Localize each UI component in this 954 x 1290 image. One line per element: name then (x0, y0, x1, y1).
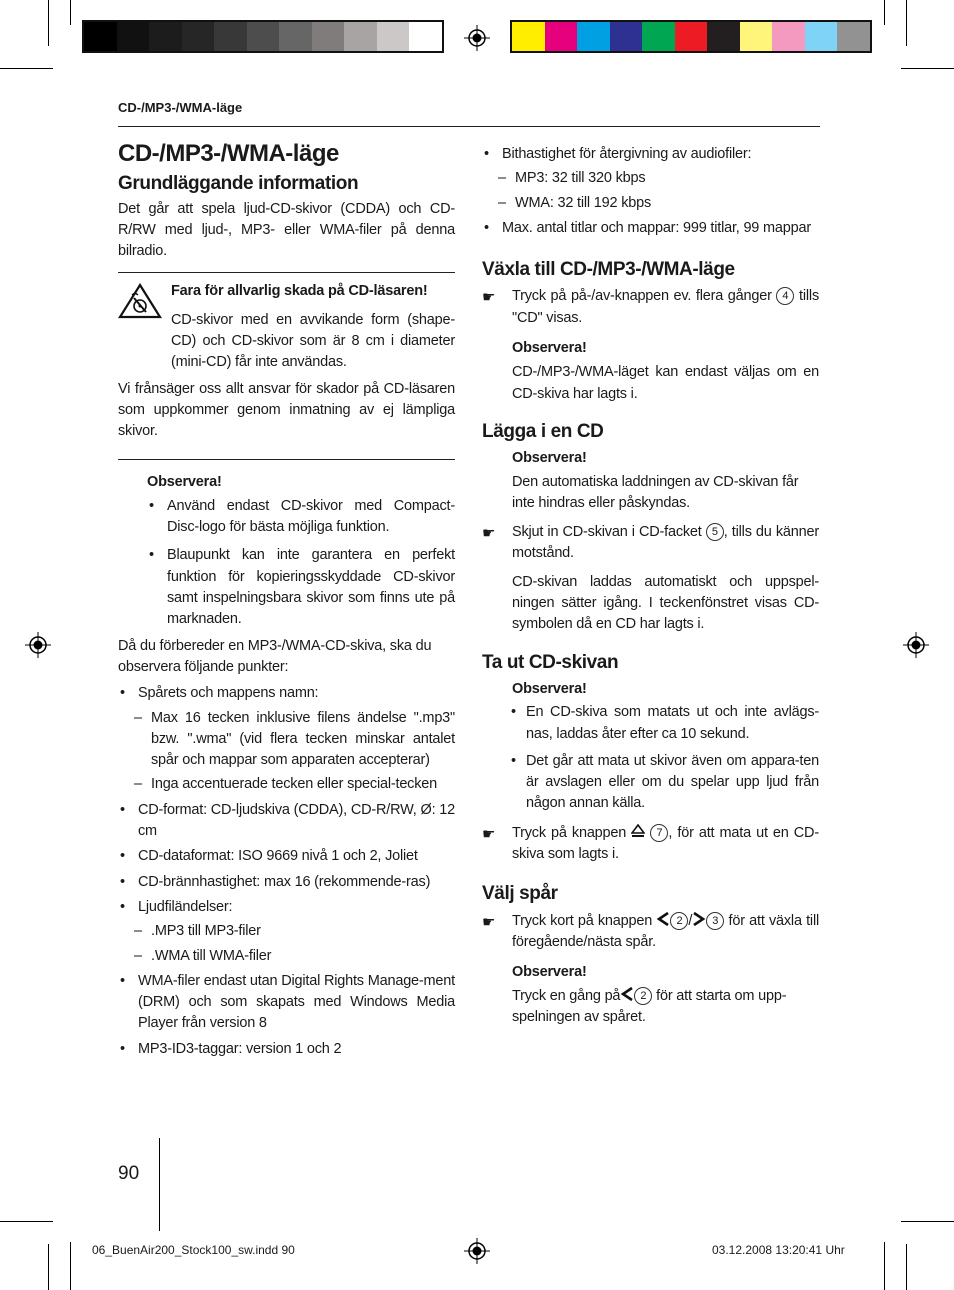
color-swatch (740, 22, 773, 51)
list-item: – Inga accentuerade tecken eller special-tecken (118, 774, 455, 795)
warning-icon (118, 283, 162, 319)
list-item: • WMA-filer endast utan Digital Rights Manage-ment (DRM) och som skapats med Windows Media Player från version 8 (118, 971, 455, 1035)
load-paragraph: CD-skivan laddas automatiskt och uppspel-ningen sätter igång. I teckenfönstret visas CD-symbolen då en CD har lagts i. (512, 573, 819, 633)
list-item: • Ljudfiländelser: – .MP3 till MP3-filer – .WMA till WMA-filer (118, 897, 455, 967)
color-swatch (642, 22, 675, 51)
registration-mark-icon (25, 632, 51, 658)
list-item: • CD-dataformat: ISO 9669 nivå 1 och 2, Joliet (118, 846, 455, 867)
crop-mark (901, 1221, 954, 1222)
key-number-badge: 5 (706, 523, 724, 541)
list-item: • Max. antal titlar och mappar: 999 titlar, 99 mappar (482, 218, 819, 239)
list-item: • Använd endast CD-skivor med Compact-Disc-logo för bästa möjliga funktion. (147, 496, 455, 539)
chevron-left-icon (620, 986, 634, 1002)
key-number-badge: 7 (650, 824, 668, 842)
observe-text: CD-/MP3-/WMA-läget kan endast väljas om en CD-skiva har lagts i. (512, 364, 819, 402)
gray-calibration-bar (82, 20, 444, 53)
crop-mark (884, 1242, 885, 1290)
list-item: • MP3-ID3-taggar: version 1 och 2 (118, 1039, 455, 1060)
color-swatch (837, 22, 870, 51)
color-swatch (610, 22, 643, 51)
color-swatch (312, 22, 345, 51)
color-swatch (279, 22, 312, 51)
heading-grundlaggande: Grundläggande information (118, 173, 359, 195)
key-number-badge: 3 (706, 912, 724, 930)
crop-mark (48, 0, 49, 46)
warning-box (118, 272, 455, 373)
crop-mark (906, 0, 907, 46)
observe-title: Observera! (512, 340, 587, 357)
color-swatch (182, 22, 215, 51)
observe-title: Observera! (512, 964, 587, 981)
heading-lagga: Lägga i en CD (482, 420, 604, 442)
pointing-hand-icon: ☛ (482, 525, 496, 543)
color-swatch (149, 22, 182, 51)
observe-box (118, 459, 455, 631)
color-swatch (577, 22, 610, 51)
crop-mark (70, 0, 71, 25)
color-swatch (344, 22, 377, 51)
registration-mark-icon (903, 632, 929, 658)
color-swatch (117, 22, 150, 51)
observe-text: Den automatiska laddningen av CD-skivan får inte hindras eller påskyndas. (512, 473, 799, 511)
heading-vaxla: Växla till CD-/MP3-/WMA-läge (482, 259, 735, 281)
color-swatch (247, 22, 280, 51)
color-calibration-bar (510, 20, 872, 53)
list-item: – .WMA till WMA-filer (118, 946, 455, 967)
pointing-hand-icon: ☛ (482, 289, 496, 307)
right-column (482, 144, 819, 1028)
crop-mark (901, 68, 954, 69)
list-item: • En CD-skiva som matats ut och inte avlägs-nas, laddas åter efter ca 10 sekund. (509, 702, 819, 745)
registration-mark-icon (464, 1238, 490, 1264)
instruction-step: ☛ Tryck på knappen 7 , för att mata ut en CD-skiva som lagts i. (482, 824, 819, 863)
folio-rule (159, 1138, 160, 1231)
list-item: • Blaupunkt kan inte garantera en perfekt funktion för kopieringsskyddade CD-skivor samt inspelningsbara skivor som finns ute på marknaden. (147, 545, 455, 630)
page-title: CD-/MP3-/WMA-läge (118, 140, 339, 167)
list-item: • CD-brännhastighet: max 16 (rekommende-ras) (118, 872, 455, 893)
registration-mark-icon (464, 25, 490, 51)
color-swatch (377, 22, 410, 51)
color-swatch (214, 22, 247, 51)
observe-text: Tryck en gång på 2 för att starta om upp-spelningen av spåret. (512, 987, 787, 1025)
list-item: • Det går att mata ut skivor även om appara-ten är avslagen eller om du spelar upp ljud från någon annan källa. (509, 751, 819, 815)
observe-title: Observera! (147, 473, 222, 490)
key-number-badge: 4 (776, 287, 794, 305)
chevron-left-icon (656, 911, 670, 927)
slug-file-info: 06_BuenAir200_Stock100_sw.indd 90 (92, 1243, 295, 1257)
warning-text: CD-skivor med en avvikande form (shape-CD) och CD-skivor som är 8 cm i diameter (mini-CD) får inte användas. (171, 311, 455, 371)
chevron-right-icon (692, 911, 706, 927)
pointing-hand-icon: ☛ (482, 825, 496, 843)
list-item: • CD-format: CD-ljudskiva (CDDA), CD-R/RW, Ø: 12 cm (118, 800, 455, 843)
header-rule (118, 126, 820, 127)
pointing-hand-icon: ☛ (482, 913, 496, 931)
instruction-step: ☛ Tryck kort på knappen 2 / 3 för att växla till föregående/nästa spår. (482, 912, 819, 950)
heading-valj: Välj spår (482, 883, 558, 905)
warning-title: Fara för allvarlig skada på CD-läsaren! (171, 283, 428, 300)
disclaimer-paragraph: Vi frånsäger oss allt ansvar för skador på CD-läsaren som uppkommer genom inmatning av ej lämpliga skivor. (118, 380, 455, 440)
crop-mark (884, 0, 885, 25)
list-item: – .MP3 till MP3-filer (118, 921, 455, 942)
color-swatch (675, 22, 708, 51)
intro-paragraph: Det går att spela ljud-CD-skivor (CDDA) och CD-R/RW med ljud-, MP3- eller WMA-filer på denna bilradio. (118, 200, 455, 260)
crop-mark (0, 68, 53, 69)
heading-taut: Ta ut CD-skivan (482, 651, 619, 673)
observe-title: Observera! (512, 680, 587, 697)
color-swatch (805, 22, 838, 51)
left-column (118, 140, 455, 1064)
crop-mark (0, 1221, 53, 1222)
color-swatch (409, 22, 442, 51)
list-item: – WMA: 32 till 192 kbps (482, 193, 819, 214)
color-swatch (545, 22, 578, 51)
list-item: – Max 16 tecken inklusive filens ändelse ".mp3" bzw. ".wma" (vid flera tecken minskar antalet spår och mappar som apparaten accepterar) (118, 708, 455, 772)
color-swatch (772, 22, 805, 51)
eject-icon (631, 824, 645, 838)
running-head: CD-/MP3-/WMA-läge (118, 100, 243, 115)
crop-mark (906, 1244, 907, 1290)
list-item: – MP3: 32 till 320 kbps (482, 168, 819, 189)
instruction-step: ☛ Tryck på på-/av-knappen ev. flera gånger 4 tills "CD" visas. (482, 288, 819, 326)
prep-paragraph: Då du förbereder en MP3-/WMA-CD-skiva, ska du observera följande punkter: (118, 637, 432, 675)
color-swatch (84, 22, 117, 51)
list-item: • Bithastighet för återgivning av audiofiler: – MP3: 32 till 320 kbps – WMA: 32 till 192 kbps (482, 144, 819, 214)
list-item: • Spårets och mappens namn: – Max 16 tecken inklusive filens ändelse ".mp3" bzw. ".wma" (vid flera tecken minskar antalet spår och mappar som apparaten accepterar) – Inga accentuerade tecken eller special-tecken (118, 683, 455, 795)
color-swatch (512, 22, 545, 51)
instruction-step: ☛ Skjut in CD-skivan i CD-facket 5 , tills du känner motstånd. (482, 524, 819, 562)
key-number-badge: 2 (670, 912, 688, 930)
slug-timestamp: 03.12.2008 13:20:41 Uhr (712, 1243, 845, 1257)
crop-mark (70, 1242, 71, 1290)
crop-mark (48, 1244, 49, 1290)
observe-title: Observera! (512, 450, 587, 467)
page-number: 90 (118, 1163, 140, 1184)
key-number-badge: 2 (634, 987, 652, 1005)
color-swatch (707, 22, 740, 51)
